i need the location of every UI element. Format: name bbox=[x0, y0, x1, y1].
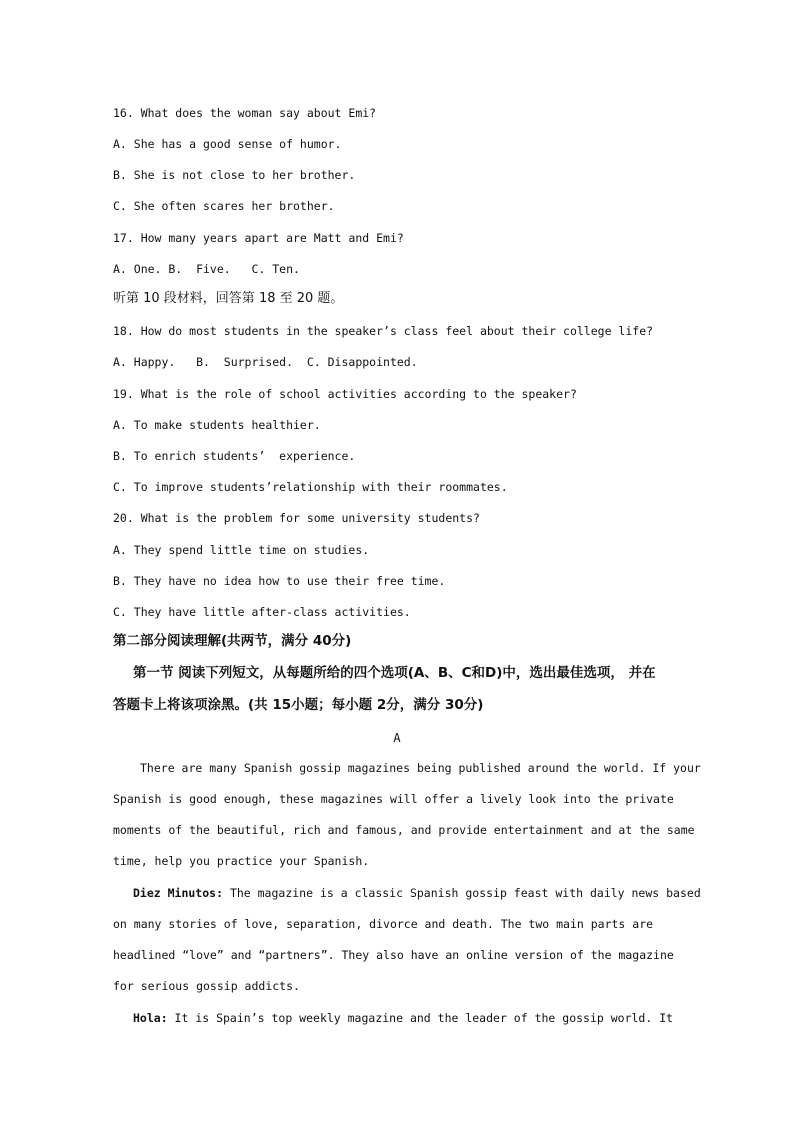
section-one-instruction-1: 第一节 阅读下列短文，从每题所给的四个选项(A、B、C和D)中，选出最佳选项， 并在 bbox=[133, 665, 656, 681]
q20-option-a: A. They spend little time on studies. bbox=[113, 543, 370, 557]
hola-name: Hola: bbox=[133, 1011, 168, 1025]
intro-line-2: Spanish is good enough, these magazines will offer a lively look into the private bbox=[113, 792, 674, 806]
diez-line-3: headlined “love” and “partners”. They also have an online version of the magazine bbox=[113, 948, 674, 962]
section-one-instruction-2: 答题卡上将该项涂黑。(共 15小题；每小题 2分，满分 30分) bbox=[113, 697, 484, 713]
q19-option-c: C. To improve students’relationship with their roommates. bbox=[113, 480, 508, 494]
q16-option-a: A. She has a good sense of humor. bbox=[113, 137, 342, 151]
q18-options: A. Happy. B. Surprised. C. Disappointed. bbox=[113, 355, 418, 369]
q19-option-a: A. To make students healthier. bbox=[113, 418, 321, 432]
intro-line-4: time, help you practice your Spanish. bbox=[113, 854, 370, 868]
passage-label: A bbox=[393, 731, 401, 745]
diez-text-1: The magazine is a classic Spanish gossip feast with daily news based bbox=[223, 886, 701, 900]
q16-option-b: B. She is not close to her brother. bbox=[113, 168, 356, 182]
diez-line-4: for serious gossip addicts. bbox=[113, 979, 300, 993]
question-16: 16. What does the woman say about Emi? bbox=[113, 106, 377, 120]
q16-option-c: C. She often scares her brother. bbox=[113, 199, 335, 213]
hola-text-1: It is Spain’s top weekly magazine and the leader of the gossip world. It bbox=[167, 1011, 674, 1025]
q20-option-c: C. They have little after-class activities. bbox=[113, 605, 411, 619]
q17-options: A. One. B. Five. C. Ten. bbox=[113, 262, 300, 276]
question-17: 17. How many years apart are Matt and Emi? bbox=[113, 231, 404, 245]
diez-line-2: on many stories of love, separation, divorce and death. The two main parts are bbox=[113, 917, 654, 931]
question-20: 20. What is the problem for some university students? bbox=[113, 511, 480, 525]
q20-option-b: B. They have no idea how to use their free time. bbox=[113, 574, 446, 588]
q19-option-b: B. To enrich students’ experience. bbox=[113, 449, 356, 463]
question-18: 18. How do most students in the speaker’s class feel about their college life? bbox=[113, 324, 654, 338]
intro-line-3: moments of the beautiful, rich and famous, and provide entertainment and at the same bbox=[113, 823, 695, 837]
diez-name: Diez Minutos: bbox=[133, 886, 224, 900]
hola-line-1 bbox=[133, 1010, 673, 1026]
diez-line-1 bbox=[133, 885, 701, 901]
section-note: 听第 10 段材料，回答第 18 至 20 题。 bbox=[113, 291, 344, 306]
intro-line-1: There are many Spanish gossip magazines being published around the world. If your bbox=[140, 761, 701, 775]
part-two-title: 第二部分阅读理解(共两节，满分 40分) bbox=[113, 633, 352, 649]
question-19: 19. What is the role of school activities according to the speaker? bbox=[113, 387, 577, 401]
